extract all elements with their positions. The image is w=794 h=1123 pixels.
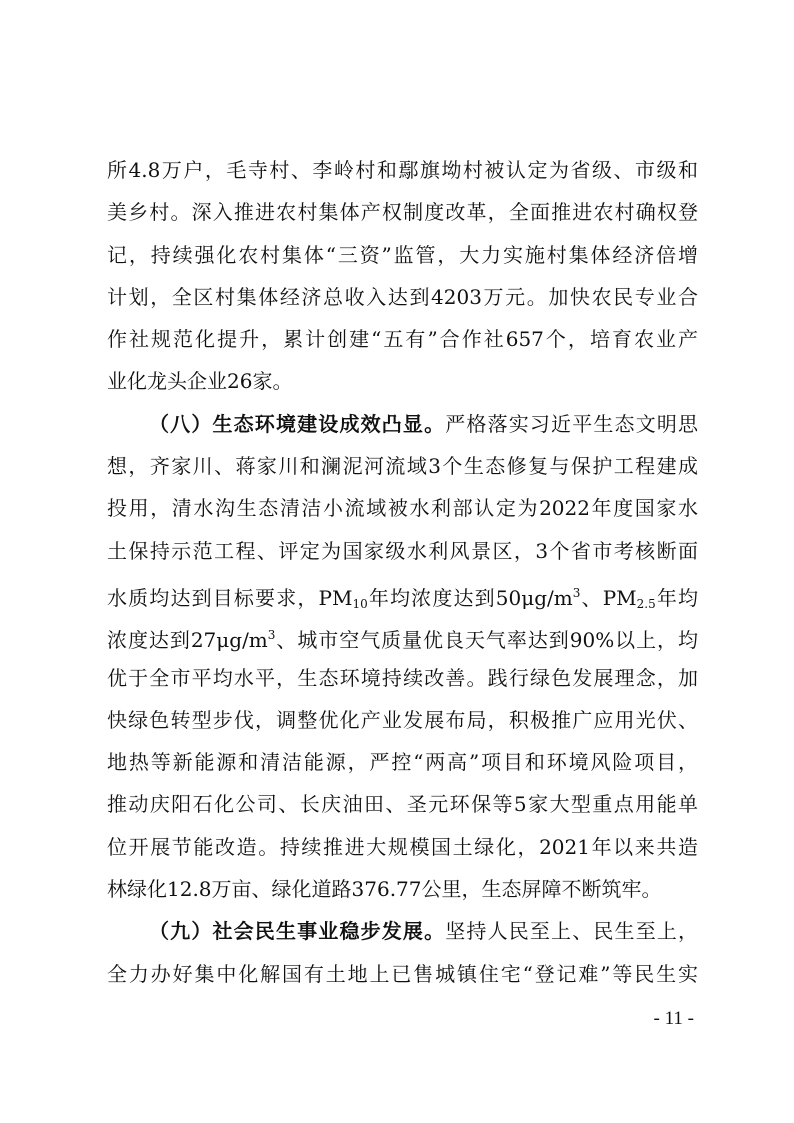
text-segment: 严格落实习近平生态文明思 bbox=[445, 411, 699, 436]
text-segment: 快绿色转型步伐，调整优化产业发展布局，积极推广应用光伏、 bbox=[107, 707, 698, 732]
text-segment: 地热等新能源和清洁能源，严控“两高”项目和环境风险项目， bbox=[107, 750, 698, 775]
text-line bbox=[107, 868, 698, 910]
text-line bbox=[107, 910, 698, 952]
text-line bbox=[107, 614, 698, 656]
text-line bbox=[107, 403, 698, 445]
text-segment: 水质均达到目标要求，PM bbox=[107, 585, 353, 610]
text-segment: 想，齐家川、蒋家川和澜泥河流域3个生态修复与保护工程建成 bbox=[107, 454, 698, 479]
text-segment: 年均 bbox=[655, 585, 699, 610]
section-heading: （八）生态环境建设成效凸显。 bbox=[149, 411, 446, 436]
text-segment: 推动庆阳石化公司、长庆油田、圣元环保等5家大型重点用能单 bbox=[107, 792, 698, 817]
text-segment: 美乡村。深入推进农村集体产权制度改革，全面推进农村确权登 bbox=[107, 200, 698, 225]
text-segment: 土保持示范工程、评定为国家级水利风景区，3个省市考核断面 bbox=[107, 538, 698, 563]
text-sup: 3 bbox=[572, 585, 581, 600]
text-segment: 计划，全区村集体经济总收入达到4203万元。加快农民专业合 bbox=[107, 284, 698, 309]
text-sub: 10 bbox=[352, 596, 368, 611]
text-line bbox=[107, 572, 698, 614]
text-sub: 2.5 bbox=[636, 596, 656, 611]
text-line bbox=[107, 783, 698, 825]
text-segment: 、城市空气质量优良天气率达到90%以上，均 bbox=[275, 628, 699, 653]
text-line bbox=[107, 826, 698, 868]
text-segment: 位开展节能改造。持续推进大规模国土绿化，2021年以来共造 bbox=[107, 834, 698, 859]
text-line bbox=[107, 657, 698, 699]
page-number: - 11 - bbox=[653, 1008, 694, 1029]
text-line bbox=[107, 234, 698, 276]
text-line bbox=[107, 191, 698, 233]
text-line bbox=[107, 276, 698, 318]
paragraph bbox=[107, 403, 698, 911]
text-segment: 优于全市平均水平，生态环境持续改善。践行绿色发展理念，加 bbox=[107, 665, 698, 690]
paragraph bbox=[107, 910, 698, 995]
section-heading: （九）社会民生事业稳步发展。 bbox=[149, 919, 446, 944]
text-line bbox=[107, 487, 698, 529]
text-segment: 全力办好集中化解国有土地上已售城镇住宅“登记难”等民生实 bbox=[107, 961, 698, 986]
text-line bbox=[107, 699, 698, 741]
text-segment: 作社规范化提升，累计创建“五有”合作社657个，培育农业产 bbox=[107, 327, 698, 352]
text-segment: 所4.8万户，毛寺村、李岭村和鄢旗坳村被认定为省级、市级和 bbox=[107, 158, 698, 182]
text-segment: 浓度达到27μg/m bbox=[107, 628, 268, 653]
text-segment: 投用，清水沟生态清洁小流域被水利部认定为2022年度国家水 bbox=[107, 496, 698, 521]
text-line bbox=[107, 741, 698, 783]
text-line bbox=[107, 318, 698, 360]
text-segment: 、PM bbox=[580, 585, 637, 610]
paragraph bbox=[107, 149, 698, 403]
text-line bbox=[107, 149, 698, 191]
text-segment: 业化龙头企业26家。 bbox=[107, 369, 293, 394]
text-segment: 记，持续强化农村集体“三资”监管，大力实施村集体经济倍增 bbox=[107, 242, 698, 267]
body-text bbox=[107, 149, 698, 995]
text-segment: 坚持人民至上、民生至上， bbox=[445, 919, 699, 944]
text-line bbox=[107, 445, 698, 487]
text-segment: 年均浓度达到50μg/m bbox=[367, 585, 573, 610]
text-sup: 3 bbox=[267, 628, 276, 643]
text-line bbox=[107, 953, 698, 995]
text-line bbox=[107, 530, 698, 572]
text-line bbox=[107, 360, 698, 402]
text-segment: 林绿化12.8万亩、绿化道路376.77公里，生态屏障不断筑牢。 bbox=[107, 877, 662, 902]
